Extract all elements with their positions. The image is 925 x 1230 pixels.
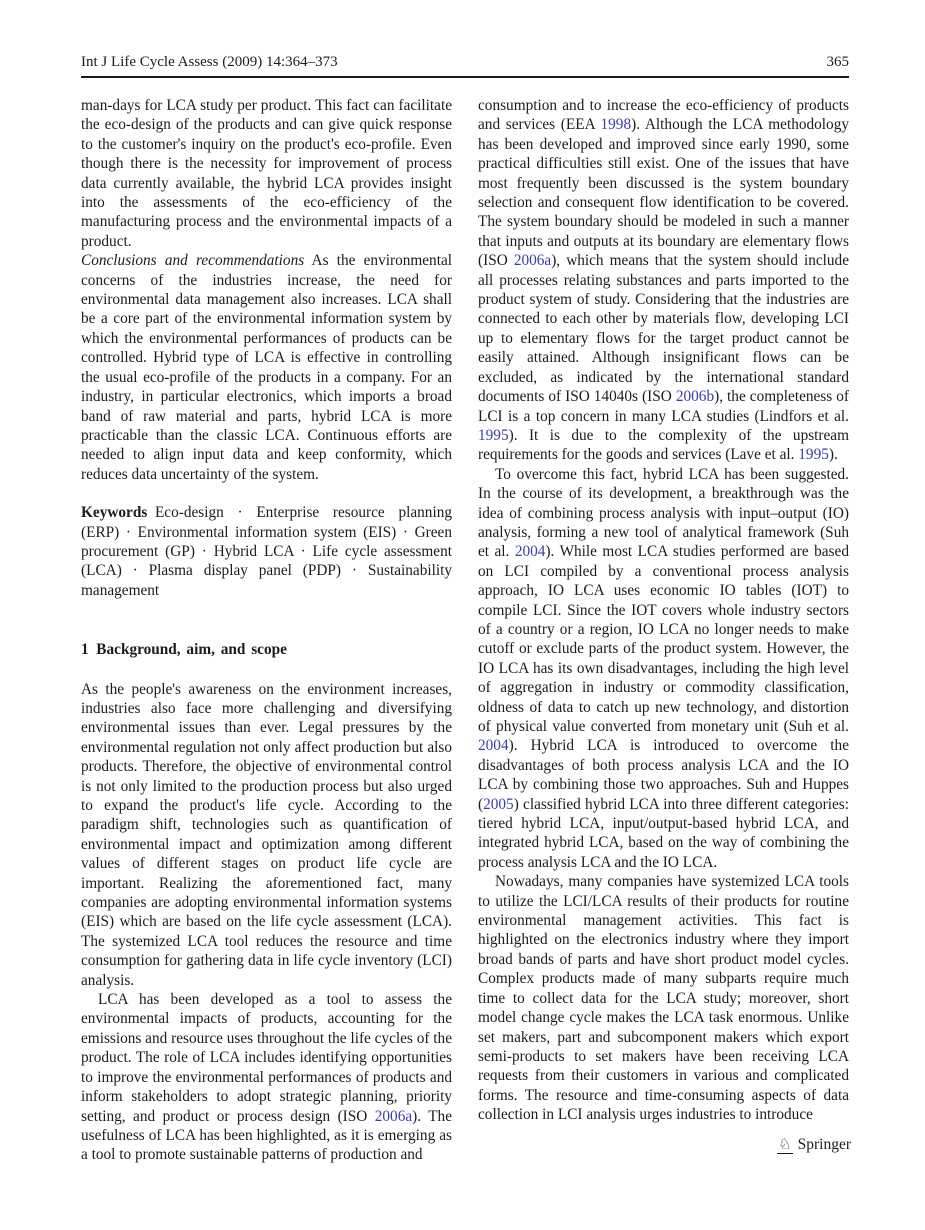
page-content: [81, 54, 849, 1165]
text-segment: To overcome this fact, hybrid LCA has been suggested. In the course of its development, a breakthrough was the idea of combining process analysis with input–output (IO) analysis, forming a new tool of analytical framework (Suh et al.: [478, 465, 849, 561]
text-segment: ). The usefulness of LCA has been highlighted, as it is emerging as a tool to promote sustainable patterns of production and: [81, 1107, 452, 1164]
section-heading: 1 Background, aim, and scope: [81, 641, 287, 659]
text-segment: LCA has been developed as a tool to assess the environmental impacts of products, accounting for the emissions and resource uses throughout the life cycles of the product. The role of LCA includes identifying opportunities to improve the environmental performances of products and inform stakeholders to adopt strategic planning, priority setting, and product or process design (ISO: [81, 991, 452, 1125]
citation-link[interactable]: 1998: [600, 116, 632, 134]
citation-link[interactable]: 2005: [483, 795, 514, 813]
text-segment: Nowadays, many companies have systemized LCA tools to utilize the LCI/LCA results of their products for routine environmental management activities. This fact is highlighted on the electronics industry where they import broad bands of parts and have short product model cycles. Complex products made of many subparts require much time to collect data for the LCA study; moreover, short model change cycle makes the LCA task enormous. Unlike set makers, part and subcomponent makers which export semi-products to set makers have been receiving LCA requests from their customers in various and complicated forms. The resource and time-consuming aspects of data collection in LCI analysis urges industries to introduce: [478, 873, 849, 1124]
paragraph-continuation-right: [478, 96, 849, 465]
text-segment: ). Hybrid LCA is introduced to overcome the disadvantages of both process analysis LCA and the IO LCA by combining those two approaches. Suh and Huppes (: [478, 737, 849, 813]
text-segment: As the people's awareness on the environment increases, industries also face more challenging and diversifying environmental issues than ever. Legal pressures by the environmental regulation not only affect production but also products. Therefore, the objective of environmental control is not only limited to the production process but also urged to expand the product's life cycle. According to the paradigm shift, technologies such as quantification of environmental impact and optimization among different values of different stages on product life cycle are important. Realizing the aforementioned fact, many companies are adopting environmental information systems (EIS) which are based on the life cycle assessment (LCA). The systemized LCA tool reduces the resource and time consumption for gathering data in life cycle inventory (LCI) analysis.: [81, 680, 452, 989]
text-segment: As the environmental concerns of the industries increase, the need for environmental data management also increases. LCA shall be a core part of the environmental information system by which the environmental performances of products can be controlled. Hybrid type of LCA is effective in controlling the usual eco-profile of the products in a company. For an industry, in particular electronics, which imports a broad band of raw material and parts, hybrid LCA is more practicable than the classic LCA. Continuous efforts are needed to align input data and keep conformity, which reduces data uncertainty of the system.: [81, 252, 452, 483]
left-column: [81, 96, 452, 1165]
text-segment: consumption and to increase the eco-efficiency of products and services (EEA: [478, 97, 849, 134]
page-number: 365: [826, 54, 849, 70]
citation-link[interactable]: 2004: [478, 737, 509, 755]
springer-knight-icon: ♘: [778, 1134, 792, 1153]
text-segment: man-days for LCA study per product. This fact can facilitate the eco-design of the products and can give quick response to the customer's inquiry on the product's eco-profile. Even though there is the necessity for improvement of process data currently available, the hybrid LCA provides insight into the assessments of the eco-efficiency of the manufacturing process and the environmental impacts of a product.: [81, 97, 452, 250]
citation-link[interactable]: 2004: [514, 543, 546, 561]
header-rule: [81, 76, 849, 78]
paragraph-nowadays: [478, 872, 849, 1124]
text-segment: ). While most LCA studies performed are based on LCI compiled by a conventional process analysis approach, IO LCA uses economic IO tables (IOT) to compile LCI. Since the IOT covers whole industry sectors of a country or a region, IO LCA no longer needs to make cutoff or exclude parts of the product system. However, the IO LCA has its own disadvantages, including the high level of aggregation in industry or commodity classification, oldness of data to catch up new technology, and distortion of physical value converted from monetary unit (Suh et al.: [478, 543, 849, 735]
citation-link[interactable]: 2006b: [675, 388, 715, 406]
text-segment: ) classified hybrid LCA into three different categories: tiered hybrid LCA, input/output-based hybrid LCA, and integrated hybrid LCA, based on the way of combining the process analysis LCA and the IO LCA.: [478, 795, 849, 871]
journal-reference: Int J Life Cycle Assess (2009) 14:364–373: [81, 54, 338, 70]
text-segment: Eco-design · Enterprise resource planning (ERP) · Environmental information system (EIS) · Green procurement (GP) · Hybrid LCA · Life cycle assessment (LCA) · Plasma display panel (PDP) · Sustainability management: [81, 504, 452, 599]
citation-link[interactable]: 2006a: [513, 252, 552, 270]
paragraph-background-1: [81, 680, 452, 991]
right-column: [478, 96, 849, 1165]
text-segment: ), the completeness of LCI is a top concern in many LCA studies (Lindfors et al.: [478, 388, 849, 425]
paragraph-hybrid-lca: [478, 465, 849, 873]
text-segment: Keywords: [81, 504, 148, 522]
page-header: [81, 54, 849, 71]
citation-link[interactable]: 2006a: [374, 1107, 413, 1125]
text-segment: ).: [828, 446, 838, 464]
paragraph-background-2: [81, 990, 452, 1165]
two-column-body: [81, 96, 849, 1165]
text-segment: ). Although the LCA methodology has been developed and improved since early 1990, some practical difficulties still exist. One of the issues that have most frequently been discussed is the system boundary selection and consequent flow identification to be covered. The system boundary should be modeled in such a manner that inputs and outputs at its boundary are elementary flows (ISO: [478, 116, 849, 270]
publisher-name: Springer: [797, 1136, 851, 1153]
paragraph-conclusions: [81, 251, 452, 484]
keywords-block: [81, 503, 452, 600]
text-segment: ). It is due to the complexity of the upstream requirements for the goods and services (Lave et al.: [478, 426, 849, 464]
citation-link[interactable]: 1995: [798, 446, 829, 464]
text-segment: ), which means that the system should include all processes relating substances and parts imported to the product system of study. Considering that the industries are connected to each other by materials flow, developing LCI up to elementary flows for the target product cannot be easily attained. Although insignificant flows can be excluded, as indicated by the international standard documents of ISO 14040s (ISO: [478, 252, 849, 406]
citation-link[interactable]: 1995: [478, 426, 509, 444]
paragraph-continuation: [81, 96, 452, 251]
text-segment: Conclusions and recommendations: [81, 252, 305, 270]
publisher-logo: [777, 1136, 851, 1154]
